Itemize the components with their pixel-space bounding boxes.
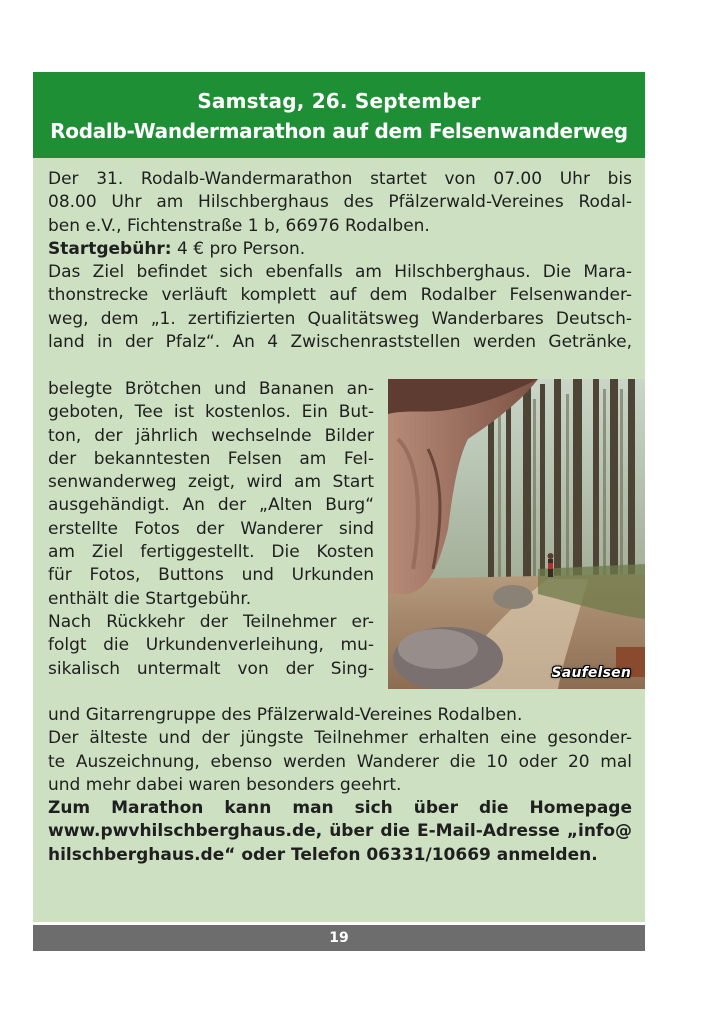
article-intro: [48, 168, 632, 354]
text-line: land in der Pfalz“. An 4 Zwischenraststellen werden Getränke,: [48, 332, 632, 353]
event-title: Rodalb-Wandermarathon auf dem Felsenwanderweg: [50, 119, 628, 143]
text-line: erstellte Fotos der Wanderer sind: [48, 518, 374, 539]
registration-line: Zum Marathon kann man sich über die Homepage: [48, 798, 632, 819]
fee-line: [48, 238, 632, 261]
text-line: weg, dem „1. zertifizierten Qualitätsweg Wanderbares Deutsch-: [48, 308, 632, 329]
text-line: ausgehändigt. An der „Alten Burg“: [48, 495, 374, 516]
text-line: thonstrecke verläuft komplett auf dem Rodalber Felsenwander-: [48, 285, 632, 306]
fee-label: Startgebühr:: [48, 238, 172, 259]
text-line: und Gitarrengruppe des Pfälzerwald-Vereines Rodalben.: [48, 705, 523, 725]
text-line: Der 31. Rodalb-Wandermarathon startet von 07.00 Uhr bis: [48, 169, 632, 189]
saufelsen-photo: [388, 379, 645, 689]
event-date: Samstag, 26. September: [197, 89, 481, 113]
text-line: Der älteste und der jüngste Teilnehmer erhalten eine gesonder-: [48, 728, 632, 749]
text-line: für Fotos, Buttons und Urkunden: [48, 565, 374, 586]
text-line: sikalisch untermalt von der Sing-: [48, 658, 374, 679]
text-line: enthält die Startgebühr.: [48, 588, 252, 609]
text-line: senwanderweg zeigt, wird am Start: [48, 472, 374, 493]
registration-line: www.pwvhilschberghaus.de, über die E-Mail-Adresse „info@: [48, 821, 632, 842]
text-line: belegte Brötchen und Bananen an-: [48, 379, 374, 399]
article-closing: [48, 704, 632, 867]
registration-line: hilschberghaus.de“ oder Telefon 06331/10669 anmelden.: [48, 844, 598, 865]
text-line: folgt die Urkundenverleihung, mu-: [48, 635, 374, 656]
text-line: ton, der jährlich wechselnde Bilder: [48, 425, 374, 446]
photo-image: [388, 379, 645, 689]
text-line: geboten, Tee ist kostenlos. Ein But-: [48, 402, 374, 423]
photo-caption: Saufelsen: [551, 665, 631, 681]
text-line: ben e.V., Fichtenstraße 1 b, 66976 Rodalben.: [48, 215, 430, 236]
text-line: und mehr dabei waren besonders geehrt.: [48, 774, 402, 795]
text-line: der bekanntesten Felsen am Fel-: [48, 448, 374, 469]
article-column: [48, 378, 374, 681]
event-header: [33, 72, 645, 158]
text-line: am Ziel fertiggestellt. Die Kosten: [48, 542, 374, 563]
fee-value: 4 € pro Person.: [171, 238, 306, 259]
text-line: Das Ziel befindet sich ebenfalls am Hilschberghaus. Die Mara-: [48, 262, 632, 283]
page-number: 19: [329, 930, 349, 946]
page-footer: [33, 925, 645, 951]
text-line: Nach Rückkehr der Teilnehmer er-: [48, 611, 374, 632]
text-line: 08.00 Uhr am Hilschberghaus des Pfälzerwald-Vereines Rodal-: [48, 192, 632, 213]
text-line: te Auszeichnung, ebenso werden Wanderer die 10 oder 20 mal: [48, 751, 632, 772]
